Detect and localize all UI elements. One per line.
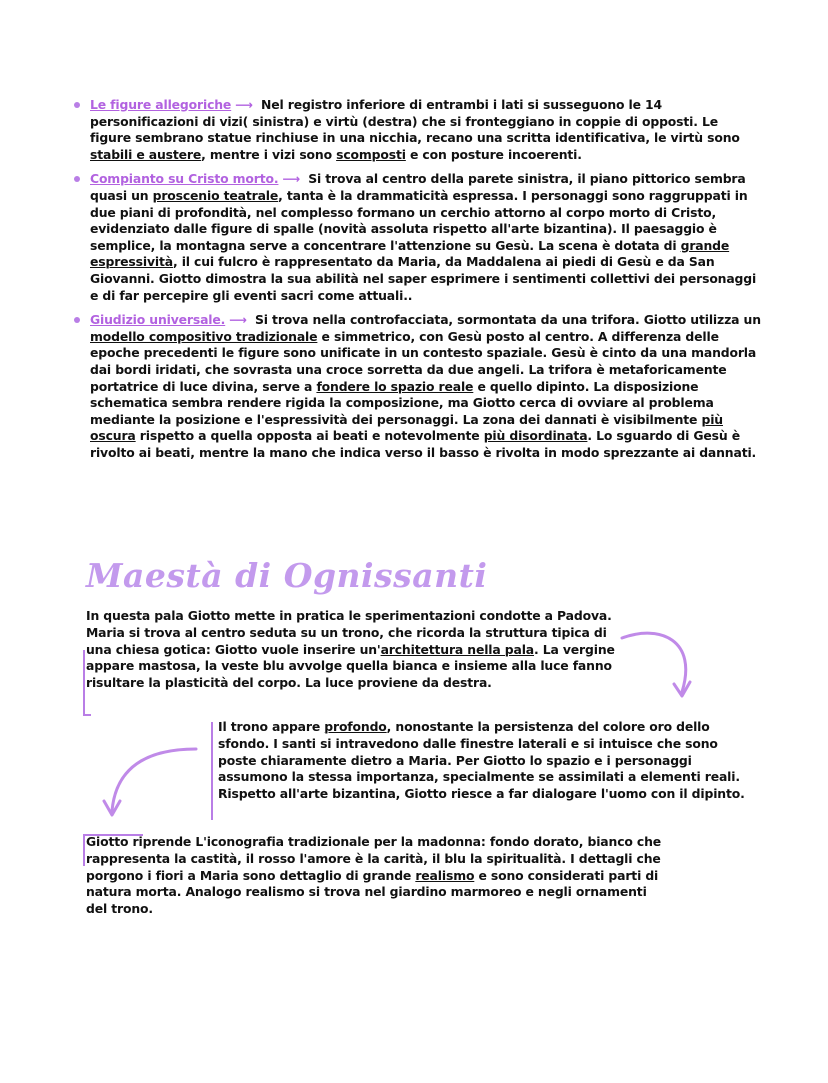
underlined-phrase: modello compositivo tradizionale	[90, 328, 318, 344]
underlined-phrase: grande espressività	[90, 237, 730, 270]
bullet-keyword: Le figure allegoriche	[90, 97, 232, 112]
margin-bracket	[211, 722, 213, 820]
underlined-phrase: fondere lo spazio reale	[316, 378, 474, 394]
text-run: Giotto riprende L'iconografia tradizionale per la madonna: fondo dorato, bianco che rappresenta la castità, il rosso l'amore è la carità, il blu la spiritualità. I dettagli che porgono i fiori a Maria sono dettaglio di grande	[86, 834, 662, 883]
bullet-keyword: Compianto su Cristo morto.	[90, 171, 279, 187]
margin-bracket	[83, 650, 85, 716]
text-run: . Lo sguardo di Gesù è rivolto ai beati, mentre la mano che indica verso il basso è rivolta in modo sprezzante ai dannati.	[90, 428, 757, 460]
text-run: Il trono appare	[218, 719, 325, 734]
text-run: rispetto a quella opposta ai beati e notevolmente	[135, 428, 484, 444]
section-title: Maestà di Ognissanti	[86, 556, 488, 595]
bullet-keyword: Giudizio universale.	[90, 312, 226, 328]
bullet-list	[72, 97, 762, 469]
paragraph-intro	[86, 608, 616, 692]
arrow-right-icon: ⟶	[235, 97, 253, 112]
text-run: In questa pala Giotto mette in pratica le sperimentazioni condotte a Padova. Maria si trova al centro seduta su un trono, che ricorda la struttura tipica di una chiesa gotica: Giotto vuole inserire un'	[86, 608, 612, 657]
margin-bracket-foot	[83, 714, 91, 716]
underlined-phrase: più disordinata	[483, 428, 588, 444]
paragraph-throne	[218, 719, 758, 803]
margin-bracket	[83, 834, 85, 866]
text-run: e con posture incoerenti.	[405, 146, 582, 162]
curved-arrow-icon	[620, 630, 700, 705]
text-run: Si trova al centro della parete sinistra, il piano pittorico sembra quasi un	[90, 171, 746, 203]
text-run: Si trova nella controfacciata, sormontata da una trifora. Giotto utilizza un	[255, 312, 761, 328]
text-run: , tanta è la drammaticità espressa. I personaggi sono raggruppati in due piani di profondità, nel complesso formano un cerchio attorno al corpo morto di Cristo, evidenziato dalle figure di spalle (novità assoluta rispetto all'arte bizantina). Il paesaggio è semplice, la montagna serve a concentrare l'attenzione su Gesù. La scena è dotata di	[90, 187, 748, 253]
underlined-phrase: profondo	[324, 719, 387, 734]
bullet-dot	[74, 176, 80, 182]
bullet-text	[90, 312, 761, 460]
text-run: . La vergine appare mastosa, la veste blu avvolge quella bianca e insieme alla luce fanno risultare la plasticità del corpo. La luce proviene da destra.	[86, 641, 615, 691]
curved-arrow-icon	[100, 745, 200, 820]
text-run: , mentre i vizi sono	[201, 146, 337, 162]
text-run: e quello dipinto. La disposizione schematica sembra rendere rigida la composizione, ma Giotto cerca di ovviare al problema mediante la posizione e l'espressività dei personaggi. La zona dei dannati è visibilmente	[90, 378, 714, 427]
text-run: , il cui fulcro è rappresentato da Maria, da Maddalena ai piedi di Gesù e da San Giovanni. Giotto dimostra la sua abilità nel saper esprimere i sentimenti collettivi dei personaggi e di far percepire gli eventi sacri come attuali..	[90, 254, 757, 303]
bullet-dot	[74, 317, 80, 323]
bullet-giudizio	[72, 312, 762, 461]
underlined-phrase: più oscura	[90, 411, 723, 444]
text-run: e sono considerati parti di natura morta. Analogo realismo si trova nel giardino marmoreo e negli ornamenti del trono.	[86, 867, 659, 917]
underlined-phrase: proscenio teatrale	[152, 187, 279, 203]
arrow-right-icon: ⟶	[282, 171, 301, 187]
text-run: Nel registro inferiore di entrambi i lati si susseguono le 14 personificazioni di vizi( sinistra) e virtù (destra) che si fronteggiano in coppie di opposti. Le figure sembrano statue rinchiuse in una nicchia, recano una scritta identificativa, le virtù sono	[90, 97, 740, 146]
bullet-allegoric-figures	[72, 97, 762, 163]
underlined-phrase: realismo	[415, 867, 475, 883]
bullet-compianto	[72, 171, 762, 304]
arrow-right-icon: ⟶	[229, 312, 247, 328]
paragraph-iconography	[86, 834, 666, 918]
underlined-phrase: architettura nella pala	[380, 641, 535, 657]
text-run: , nonostante la persistenza del colore oro dello sfondo. I santi si intravedono dalle finestre laterali e si intuisce che sono poste chiaramente dietro a Maria. Per Giotto lo spazio e i personaggi assumono la stessa importanza, specialmente se assimilati a elementi reali. Rispetto all'arte bizantina, Giotto riesce a far dialogare l'uomo con il dipinto.	[218, 719, 745, 802]
text-run: e simmetrico, con Gesù posto al centro. A differenza delle epoche precedenti le figure sono unificate in un contesto spaziale. Gesù è cinto da una mandorla dai bordi iridati, che sovrasta una croce sorretta da due angeli. La trifora è metaforicamente portatrice di luce divina, serve a	[90, 328, 757, 394]
bullet-text	[90, 171, 756, 302]
bullet-dot	[74, 102, 80, 108]
underlined-phrase: stabili e austere	[90, 146, 202, 162]
underlined-phrase: scomposti	[336, 146, 406, 162]
